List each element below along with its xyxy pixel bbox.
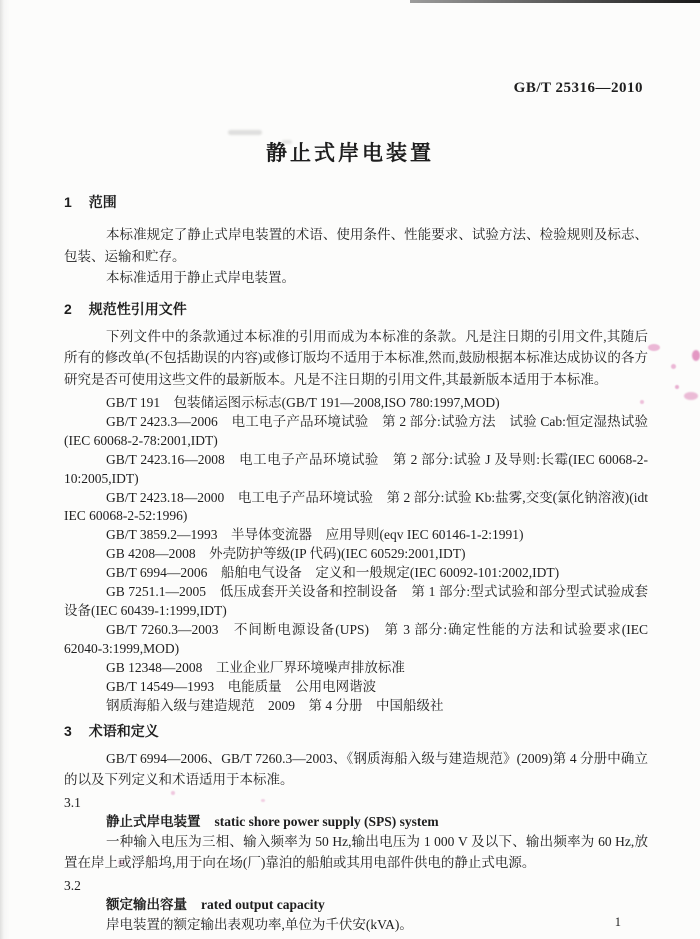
scan-pink-speck bbox=[671, 364, 676, 369]
reference-item: GB/T 2423.18—2000 电工电子产品环境试验 第 2 部分:试验 Kb:盐雾,交变(氯化钠溶液)(idt IEC 60068-2-52:1996) bbox=[64, 489, 648, 524]
reference-item: GB/T 6994—2006 船舶电气设备 定义和一般规定(IEC 60092-101:2002,IDT) bbox=[106, 565, 560, 581]
section-number: 1 bbox=[64, 194, 72, 210]
reference-item: 钢质海船入级与建造规范 2009 第 4 分册 中国船级社 bbox=[106, 697, 444, 713]
term-zh: 静止式岸电装置 bbox=[106, 814, 201, 829]
reference-item: GB/T 2423.16—2008 电工电子产品环境试验 第 2 部分:试验 J 及导则:长霉(IEC 60068-2-10:2005,IDT) bbox=[64, 451, 648, 486]
term-title bbox=[64, 895, 648, 914]
page-number: 1 bbox=[614, 915, 621, 929]
standard-number: GB/T 25316—2010 bbox=[513, 80, 643, 96]
scan-pink-speck bbox=[648, 344, 660, 351]
reference-item: GB/T 7260.3—2003 不间断电源设备(UPS) 第 3 部分:确定性能的方法和试验要求(IEC 62040-3:1999,MOD) bbox=[64, 621, 648, 656]
section-heading-label: 术语和定义 bbox=[88, 723, 159, 740]
term-zh: 额定输出容量 bbox=[106, 896, 187, 912]
term-entry bbox=[64, 876, 648, 935]
reference-item: GB 4208—2008 外壳防护等级(IP 代码)(IEC 60529:2001,IDT) bbox=[106, 546, 466, 562]
reference-item: GB 12348—2008 工业企业厂界环境噪声排放标准 bbox=[106, 659, 405, 675]
section-number: 2 bbox=[64, 300, 72, 317]
section-heading-normative-references bbox=[64, 300, 648, 318]
scan-pink-speck bbox=[692, 350, 700, 361]
section-heading-label: 范围 bbox=[88, 194, 117, 210]
reference-item: GB/T 2423.3—2006 电工电子产品环境试验 第 2 部分:试验方法 试验 Cab:恒定湿热试验(IEC 60068-2-78:2001,IDT) bbox=[64, 413, 648, 448]
page-title: 静止式岸电装置 bbox=[266, 142, 434, 165]
reference-item: GB 7251.1—2005 低压成套开关设备和控制设备 第 1 部分:型式试验和部分型式试验成套设备(IEC 60439-1:1999,IDT) bbox=[64, 584, 648, 618]
term-definition: 岸电装置的额定输出表观功率,单位为千伏安(kVA)。 bbox=[106, 916, 413, 932]
reference-item: GB/T 3859.2—1993 半导体变流器 应用导则(eqv IEC 60146-1-2:1991) bbox=[106, 527, 524, 543]
term-number: 3.2 bbox=[64, 877, 81, 893]
term-number: 3.1 bbox=[64, 795, 81, 810]
scan-pink-speck bbox=[675, 385, 679, 389]
section-heading-terms bbox=[64, 722, 648, 740]
reference-item: GB/T 14549—1993 电能质量 公用电网谐波 bbox=[106, 678, 377, 694]
document-body bbox=[64, 193, 648, 935]
scan-gray-smudge bbox=[228, 130, 262, 135]
scan-pink-speck bbox=[684, 392, 698, 400]
section-heading-label: 规范性引用文件 bbox=[88, 300, 187, 317]
scan-top-edge-band bbox=[410, 0, 700, 3]
reference-item: GB/T 191 包装储运图示标志(GB/T 191—2008,ISO 780:1997,MOD) bbox=[106, 395, 500, 410]
scope-paragraph: 本标准规定了静止式岸电装置的术语、使用条件、性能要求、试验方法、检验规则及标志、包装、运输和贮存。 bbox=[64, 227, 648, 264]
terms-intro-paragraph: GB/T 6994—2006、GB/T 7260.3—2003、《钢质海船入级与建造规范》(2009)第 4 分册中确立的以及下列定义和术语适用于本标准。 bbox=[64, 751, 648, 788]
term-entry bbox=[64, 793, 648, 874]
reference-list bbox=[64, 394, 648, 715]
term-title bbox=[64, 812, 648, 831]
references-intro-paragraph: 下列文件中的条款通过本标准的引用而成为本标准的条款。凡是注日期的引用文件,其随后所有的修改单(不包括勘误的内容)或修订版均不适用于本标准,然而,鼓励根据本标准达成协议的各方研究是否可使用这些文件的最新版本。凡是不注日期的引用文件,其最新版本适用于本标准。 bbox=[64, 328, 648, 387]
term-en: rated output capacity bbox=[201, 896, 325, 912]
term-en: static shore power supply (SPS) system bbox=[214, 814, 439, 829]
section-number: 3 bbox=[64, 723, 72, 740]
scope-paragraph: 本标准适用于静止式岸电装置。 bbox=[106, 270, 295, 285]
term-definition: 一种输入电压为三相、输入频率为 50 Hz,输出电压为 1 000 V 及以下、输出频率为 60 Hz,放置在岸上或浮船坞,用于向在场(厂)靠泊的船舶或其用电部件供电的静止式电源。 bbox=[64, 834, 648, 871]
section-heading-scope bbox=[64, 193, 648, 211]
